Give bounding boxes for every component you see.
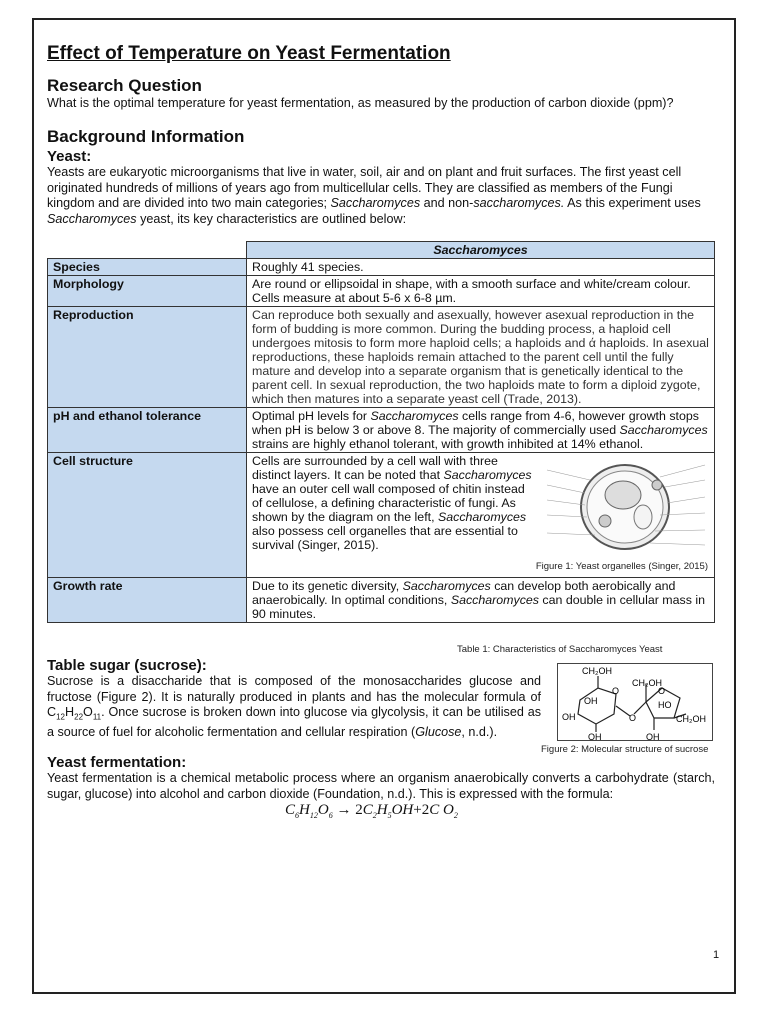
page-number: 1 xyxy=(713,949,720,961)
research-question-heading: Research Question xyxy=(47,76,202,95)
figure-2-caption: Figure 2: Molecular structure of sucrose xyxy=(541,744,709,755)
svg-text:O: O xyxy=(612,686,620,696)
research-question-text: What is the optimal temperature for yeast fermentation, as measured by the production of carbon dioxide (ppm)? xyxy=(47,96,674,110)
background-heading: Background Information xyxy=(47,127,245,146)
svg-text:HO: HO xyxy=(658,700,672,710)
saccharomyces-table xyxy=(47,241,715,623)
yeast-heading: Yeast: xyxy=(47,148,92,165)
svg-text:OH: OH xyxy=(584,696,598,706)
svg-text:O: O xyxy=(658,686,666,696)
fermentation-heading: Yeast fermentation: xyxy=(47,754,187,771)
yeast-organelles-diagram xyxy=(545,455,707,561)
svg-text:O: O xyxy=(629,713,637,723)
fermentation-paragraph: Yeast fermentation is a chemical metabolic process where an organism anaerobically converts a carbohydrate (starch, sugar, glucose) into alcohol and carbon dioxide (Foundation, n.d.). This is expressed with the formula: xyxy=(47,771,715,801)
sucrose-paragraph: Sucrose is a disaccharide that is composed of the monosaccharides glucose and fructose (Figure 2). It is naturally produced in plants and has the molecular formula of $C_{12}H_{22}O_{11}$. Once sucrose is broken down into glucose via glycolysis, it can be utilised as a source of fuel for alcoholic fermentation and cellular respiration (Glucose, n.d.). xyxy=(47,674,541,740)
svg-text:OH: OH xyxy=(562,712,576,722)
table-row: Cell structure Cells are surrounded by a cell wall with three distinct layers. It can be noted that Saccharomyces have an outer cell wall composed of chitin instead of cellulose, a defining characteristic of fungi. As shown by the diagram on the left, Saccharomyces also possess cell organelles that are essential to survival (Singer, 2015). Figure 1: Yeast organelles (Singer, 2015) xyxy=(48,453,715,578)
table-row: pH and ethanol tolerance Optimal pH levels for Saccharomyces cells range from 4-6, however growth stops when pH is below 3 or above 8. The majority of commercially used Saccharomyces strains are highly ethanol tolerant, with growth inhibited at 14% ethanol. xyxy=(48,408,715,453)
table-row: Species Roughly 41 species. xyxy=(48,259,715,276)
svg-text:CH₂OH: CH₂OH xyxy=(676,714,706,724)
svg-text:CH₂OH: CH₂OH xyxy=(632,678,662,688)
table-row: Morphology Are round or ellipsoidal in shape, with a smooth surface and white/cream colour. Cells measure at about 5-6 x 6-8 µm. xyxy=(48,276,715,307)
yeast-paragraph: Yeasts are eukaryotic microorganisms that live in water, soil, air and on plant and fruit surfaces. The first yeast cell originated hundreds of millions of years ago from multicellular cells. They are classified as members of the Fungi kingdom and are divided into two main categories; Saccharomyces and non-saccharomyces. As this experiment uses Saccharomyces yeast, its key characteristics are outlined below: xyxy=(47,165,701,226)
svg-text:CH₂OH: CH₂OH xyxy=(582,666,612,676)
table-row: Reproduction Can reproduce both sexually and asexually, however asexual reproduction in the form of budding is more common. During the budding process, a haploid cell undergoes mitosis to form more haploid cells; a haploids and ά haploids. In asexual reproductions, these haploids remain attached to the parent cell until the fully mature and develop into a separate organism that is genetically identical to the parent cell. In sexual reproduction, the two haploids mate to form a diploid zygote, which then matures into a separate yeast cell (Trade, 2013). xyxy=(48,307,715,408)
svg-text:OH: OH xyxy=(646,732,660,741)
svg-text:OH: OH xyxy=(588,732,602,741)
sucrose-structure-diagram xyxy=(557,663,713,741)
document-title: Effect of Temperature on Yeast Fermentation xyxy=(47,43,451,64)
table-row: Growth rate Due to its genetic diversity, Saccharomyces can develop both aerobically and anaerobically. In optimal conditions, Saccharomyces can double in cellular mass in 90 minutes. xyxy=(48,578,715,623)
fermentation-formula: $C_6H_{12}O_6 \to 2C_2H_5OH+2C$ $O_2$ xyxy=(285,802,458,820)
figure-1-caption: Figure 1: Yeast organelles (Singer, 2015) xyxy=(535,561,708,572)
sucrose-heading: Table sugar (sucrose): xyxy=(47,657,207,674)
table-caption: Table 1: Characteristics of Saccharomyces Yeast xyxy=(457,644,663,655)
table-header: Saccharomyces xyxy=(247,242,715,259)
